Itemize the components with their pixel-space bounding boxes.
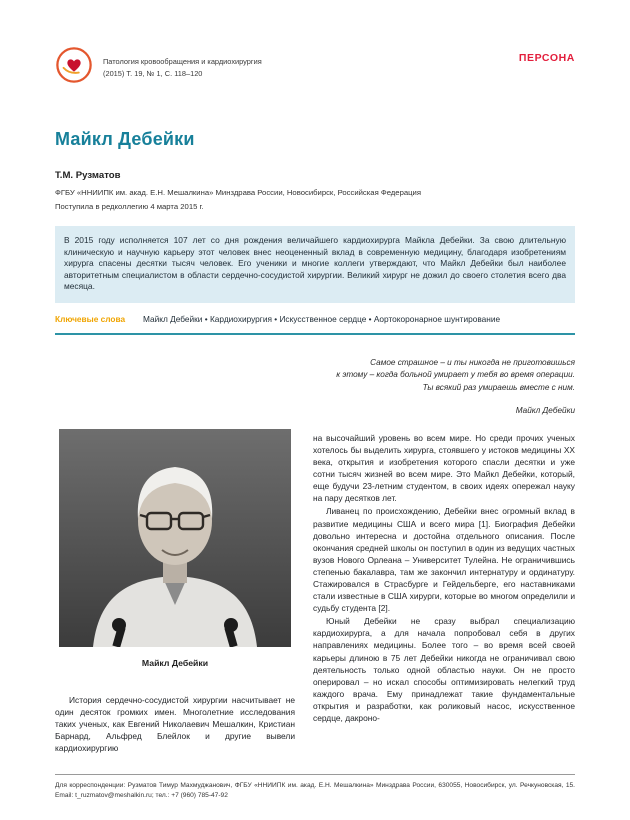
section-label: ПЕРСОНА [518,52,575,64]
journal-info [103,56,262,79]
epigraph-line: к этому – когда больной умирает у тебя во время операции. [336,370,575,380]
journal-logo-icon [55,46,93,89]
keywords-text: Майкл Дебейки • Кардиохирургия • Искусственное сердце • Аортокоронарное шунтирование [143,313,501,324]
right-column-text [313,432,575,724]
epigraph [313,357,575,395]
epigraph-line: Самое страшное – и ты никогда не приготовишься [370,357,575,367]
article-title: Майкл Дебейки [55,129,195,149]
article-body [55,357,575,754]
keywords-row [55,314,575,325]
right-column [313,357,575,754]
journal-name: Патология кровообращения и кардиохирургия [103,57,262,67]
journal-issue: (2015) Т. 19, № 1, С. 118–120 [103,68,203,78]
page-header [55,46,575,89]
epigraph-line: Ты всякий раз умираешь вместе с ним. [422,383,575,393]
keywords-divider [55,333,575,335]
photo-caption: Майкл Дебейки [141,657,209,668]
keywords-label: Ключевые слова [55,313,126,324]
paragraph: Ливанец по происхождению, Дебейки внес огромный вклад в развитие медицины США и всего мира [1]. Биография Дебейки довольно интересна и достойна отдельного описания. После окончания средней школы он поступил в один из ведущих частных вузов Нового Орлеана – Университет Тулейна. Не ограничившись степенью бакалавра, там же закончил интернатуру и ординатуру. Стажировался в Страсбурге и Гейдельберге, его наставниками стали известные в США хирурги, которые во многом определили и судьбу студента [2]. [313,506,575,614]
portrait-photo [59,429,291,647]
left-column [55,357,295,754]
paragraph: Юный Дебейки не сразу выбрал специализацию кардиохирурга, а для начала попробовал себя в других направлениях медицины. Более того – во время всей своей карьеры длиною в 75 лет Дебейки никогда не ограничивал свою деятельность только одной областью науки. Он не просто оперировал – но искал способы оптимизировать нелегкий труд каждого врача. Ему принадлежат такие фундаментальные открытия и разработки, как роликовый насос, искусственное сердце, дакроно- [313,616,575,724]
paragraph: История сердечно-сосудистой хирургии насчитывает не один десяток громких имен. Многолетние исследования таких ученых, как Евгений Николаевич Мешалкин, Кристиан Барнард, Альфред Блейлок и другие вывели кардиохирургию [55,694,295,754]
paragraph: на высочайший уровень во всем мире. Но среди прочих ученых хотелось бы выделить хирурга, стоявшего у истоков медицины XX века, открытия и изобретения которого спасли десятки и уже сотни тысяч жизней во всем мире. Это Майкл Дебейки, который, еще будучи 23-летним студентом, в своих идеях опережал науку на пару десятков лет. [313,432,575,504]
received-date: Поступила в редколлегию 4 марта 2015 г. [55,202,204,211]
epigraph-attribution: Майкл Дебейки [515,405,575,415]
abstract: В 2015 году исполняется 107 лет со дня рождения величайшего кардиохирурга Майкла Дебейки. За свою длительную клиническую и научную карьеру этот человек внес неоцененный вклад в современную медицину, благодаря изобретениям хирурга спасены десятки тысяч человек. Его ученики и многие коллеги утверждают, что Майкл Дебейки был наиболее авторитетным специалистом в области сердечно-сосудистой хирургии. Великий хирург не дожил до своего столетия всего два месяца. [55,226,575,303]
article-author: Т.М. Рузматов [55,170,121,181]
left-column-text [55,694,295,754]
article-affiliation: ФГБУ «ННИИПК им. акад. Е.Н. Мешалкина» Минздрава России, Новосибирск, Российская Федерация [55,188,421,197]
correspondence-footer: Для корреспонденции: Рузматов Тимур Махмуджанович, ФГБУ «ННИИПК им. акад. Е.Н. Мешалкина» Минздрава России, 630055, Новосибирск, ул. Речкуновская, 15. Email: t_ruzmatov@meshalkin.ru; тел.: +7 (960) 785-47-92 [55,774,575,801]
